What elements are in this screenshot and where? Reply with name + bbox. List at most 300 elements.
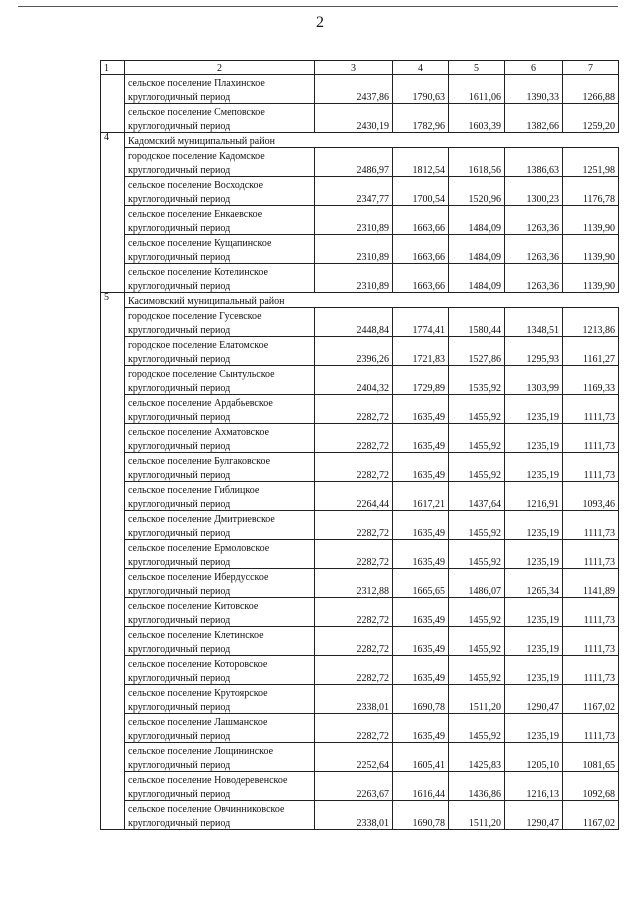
- period-label: круглогодичный период: [125, 89, 315, 104]
- header-cell: 1: [101, 61, 125, 75]
- empty-cell: [505, 366, 563, 381]
- empty-cell: [563, 511, 619, 526]
- tariff-value: 1141,89: [563, 583, 619, 598]
- header-cell: 3: [315, 61, 393, 75]
- settlement-name-row: [101, 424, 619, 439]
- period-label: круглогодичный период: [125, 438, 315, 453]
- empty-cell: [563, 177, 619, 192]
- empty-cell: [505, 656, 563, 671]
- period-row: [101, 525, 619, 540]
- period-label: круглогодичный период: [125, 322, 315, 337]
- period-label: круглогодичный период: [125, 220, 315, 235]
- empty-cell: [563, 598, 619, 613]
- empty-cell: [315, 308, 393, 323]
- tariff-value: 2310,89: [315, 220, 393, 235]
- tariff-value: 1139,90: [563, 249, 619, 264]
- empty-cell: [393, 235, 449, 250]
- tariff-value: 1616,44: [393, 786, 449, 801]
- empty-cell: [393, 104, 449, 119]
- tariff-value: 1167,02: [563, 699, 619, 714]
- empty-cell: [505, 453, 563, 468]
- tariff-value: 1111,73: [563, 728, 619, 743]
- empty-cell: [449, 569, 505, 584]
- period-row: [101, 612, 619, 627]
- tariff-value: 1665,65: [393, 583, 449, 598]
- tariff-value: 1455,92: [449, 612, 505, 627]
- tariff-value: 1511,20: [449, 815, 505, 830]
- settlement-name-row: [101, 395, 619, 410]
- period-label: круглогодичный период: [125, 786, 315, 801]
- tariff-value: 1635,49: [393, 670, 449, 685]
- tariff-value: 2338,01: [315, 699, 393, 714]
- settlement-name: сельское поселение Плахинское: [125, 75, 315, 90]
- tariff-value: 1527,86: [449, 351, 505, 366]
- tariff-value: 1139,90: [563, 278, 619, 293]
- tariff-value: 1635,49: [393, 409, 449, 424]
- empty-cell: [449, 656, 505, 671]
- tariff-value: 1486,07: [449, 583, 505, 598]
- header-cell: 5: [449, 61, 505, 75]
- empty-cell: [315, 772, 393, 787]
- tariff-value: 1455,92: [449, 641, 505, 656]
- empty-cell: [563, 801, 619, 816]
- tariff-value: 1790,63: [393, 89, 449, 104]
- tariff-value: 1511,20: [449, 699, 505, 714]
- tariff-value: 1235,19: [505, 554, 563, 569]
- settlement-name: сельское поселение Клетинское: [125, 627, 315, 642]
- tariff-value: 1251,98: [563, 162, 619, 177]
- tariff-value: 1213,86: [563, 322, 619, 337]
- empty-cell: [315, 801, 393, 816]
- period-row: [101, 496, 619, 511]
- period-label: круглогодичный период: [125, 815, 315, 830]
- period-label: круглогодичный период: [125, 249, 315, 264]
- settlement-name-row: [101, 743, 619, 758]
- tariff-value: 1081,65: [563, 757, 619, 772]
- tariff-value: 2282,72: [315, 438, 393, 453]
- settlement-name: сельское поселение Енкаевское: [125, 206, 315, 221]
- empty-cell: [393, 177, 449, 192]
- settlement-name: сельское поселение Ермоловское: [125, 540, 315, 555]
- empty-cell: [563, 235, 619, 250]
- empty-cell: [393, 308, 449, 323]
- tariff-value: 2263,67: [315, 786, 393, 801]
- period-row: [101, 118, 619, 133]
- period-row: [101, 278, 619, 293]
- empty-cell: [449, 685, 505, 700]
- empty-cell: [449, 366, 505, 381]
- period-label: круглогодичный период: [125, 670, 315, 685]
- tariff-value: 2282,72: [315, 525, 393, 540]
- tariff-value: 1455,92: [449, 728, 505, 743]
- empty-cell: [505, 714, 563, 729]
- period-row: [101, 670, 619, 685]
- tariff-value: 1700,54: [393, 191, 449, 206]
- empty-cell: [449, 264, 505, 279]
- tariff-value: 1161,27: [563, 351, 619, 366]
- tariff-value: 1611,06: [449, 89, 505, 104]
- tariff-value: 1690,78: [393, 699, 449, 714]
- tariff-value: 1663,66: [393, 220, 449, 235]
- tariff-value: 1111,73: [563, 641, 619, 656]
- empty-cell: [393, 482, 449, 497]
- tariff-value: 1425,83: [449, 757, 505, 772]
- tariff-value: 1603,39: [449, 118, 505, 133]
- empty-cell: [505, 148, 563, 163]
- tariff-value: 2282,72: [315, 554, 393, 569]
- tariff-value: 1111,73: [563, 525, 619, 540]
- empty-cell: [393, 772, 449, 787]
- tariff-value: 1484,09: [449, 220, 505, 235]
- empty-cell: [315, 104, 393, 119]
- tariff-value: 1259,20: [563, 118, 619, 133]
- tariff-value: 1437,64: [449, 496, 505, 511]
- settlement-name-row: [101, 685, 619, 700]
- empty-cell: [315, 453, 393, 468]
- header-cell: 6: [505, 61, 563, 75]
- period-row: [101, 786, 619, 801]
- settlement-name-row: [101, 598, 619, 613]
- tariff-value: 2404,32: [315, 380, 393, 395]
- tariff-value: 1535,92: [449, 380, 505, 395]
- settlement-name: сельское поселение Ибердусское: [125, 569, 315, 584]
- tariff-value: 1235,19: [505, 525, 563, 540]
- empty-cell: [315, 482, 393, 497]
- tariff-value: 1111,73: [563, 670, 619, 685]
- empty-cell: [449, 511, 505, 526]
- top-rule: [18, 6, 618, 7]
- empty-cell: [449, 482, 505, 497]
- empty-cell: [315, 540, 393, 555]
- tariff-value: 1663,66: [393, 278, 449, 293]
- empty-cell: [449, 598, 505, 613]
- empty-cell: [393, 685, 449, 700]
- empty-cell: [393, 395, 449, 410]
- settlement-name-row: [101, 772, 619, 787]
- tariff-value: 1235,19: [505, 612, 563, 627]
- header-cell: 4: [393, 61, 449, 75]
- empty-cell: [563, 627, 619, 642]
- period-row: [101, 249, 619, 264]
- period-label: круглогодичный период: [125, 467, 315, 482]
- tariff-value: 1176,78: [563, 191, 619, 206]
- settlement-name-row: [101, 453, 619, 468]
- tariff-value: 1390,33: [505, 89, 563, 104]
- empty-cell: [563, 337, 619, 352]
- empty-cell: [563, 656, 619, 671]
- period-row: [101, 322, 619, 337]
- header-cell: 2: [125, 61, 315, 75]
- empty-cell: [449, 148, 505, 163]
- tariff-value: 2310,89: [315, 278, 393, 293]
- empty-cell: [505, 337, 563, 352]
- empty-cell: [563, 264, 619, 279]
- tariff-value: 1265,34: [505, 583, 563, 598]
- period-row: [101, 191, 619, 206]
- settlement-name: сельское поселение Ардабьевское: [125, 395, 315, 410]
- period-label: круглогодичный период: [125, 728, 315, 743]
- period-label: круглогодичный период: [125, 641, 315, 656]
- empty-cell: [315, 75, 393, 90]
- empty-cell: [449, 235, 505, 250]
- empty-cell: [315, 511, 393, 526]
- tariff-value: 2437,86: [315, 89, 393, 104]
- tariff-value: 2282,72: [315, 467, 393, 482]
- tariff-value: 1455,92: [449, 467, 505, 482]
- empty-cell: [505, 743, 563, 758]
- empty-cell: [393, 801, 449, 816]
- empty-cell: [505, 685, 563, 700]
- tariff-value: 2347,77: [315, 191, 393, 206]
- header-row: [101, 61, 619, 75]
- settlement-name-row: [101, 235, 619, 250]
- settlement-name-row: [101, 656, 619, 671]
- period-label: круглогодичный период: [125, 380, 315, 395]
- period-label: круглогодичный период: [125, 278, 315, 293]
- empty-cell: [315, 743, 393, 758]
- tariff-value: 1635,49: [393, 438, 449, 453]
- tariff-value: 1635,49: [393, 728, 449, 743]
- empty-cell: [393, 148, 449, 163]
- empty-cell: [449, 177, 505, 192]
- empty-cell: [449, 308, 505, 323]
- settlement-name-row: [101, 569, 619, 584]
- tariff-value: 1812,54: [393, 162, 449, 177]
- period-row: [101, 438, 619, 453]
- period-label: круглогодичный период: [125, 583, 315, 598]
- section-number: [101, 75, 125, 133]
- empty-cell: [449, 627, 505, 642]
- tariff-value: 1235,19: [505, 670, 563, 685]
- tariff-value: 1169,33: [563, 380, 619, 395]
- empty-cell: [563, 569, 619, 584]
- empty-cell: [449, 540, 505, 555]
- section-title: Касимовский муниципальный район: [125, 293, 619, 308]
- settlement-name-row: [101, 366, 619, 381]
- tariff-value: 1216,13: [505, 786, 563, 801]
- period-row: [101, 641, 619, 656]
- empty-cell: [563, 308, 619, 323]
- settlement-name-row: [101, 482, 619, 497]
- empty-cell: [315, 424, 393, 439]
- tariff-value: 1235,19: [505, 728, 563, 743]
- empty-cell: [505, 206, 563, 221]
- empty-cell: [563, 395, 619, 410]
- tariff-value: 1436,86: [449, 786, 505, 801]
- empty-cell: [393, 424, 449, 439]
- period-row: [101, 351, 619, 366]
- period-label: круглогодичный период: [125, 612, 315, 627]
- empty-cell: [393, 540, 449, 555]
- tariff-value: 1348,51: [505, 322, 563, 337]
- empty-cell: [505, 75, 563, 90]
- period-row: [101, 699, 619, 714]
- empty-cell: [563, 366, 619, 381]
- period-row: [101, 220, 619, 235]
- empty-cell: [393, 627, 449, 642]
- tariff-value: 2312,88: [315, 583, 393, 598]
- period-label: круглогодичный период: [125, 699, 315, 714]
- tariff-value: 1520,96: [449, 191, 505, 206]
- empty-cell: [563, 206, 619, 221]
- period-label: круглогодичный период: [125, 409, 315, 424]
- settlement-name-row: [101, 206, 619, 221]
- empty-cell: [449, 424, 505, 439]
- tariff-value: 1205,10: [505, 757, 563, 772]
- settlement-name: сельское поселение Гиблицкое: [125, 482, 315, 497]
- period-label: круглогодичный период: [125, 351, 315, 366]
- tariff-value: 1235,19: [505, 641, 563, 656]
- tariff-table-body: [101, 61, 619, 830]
- period-row: [101, 757, 619, 772]
- settlement-name: сельское поселение Овчинниковское: [125, 801, 315, 816]
- settlement-name: сельское поселение Китовское: [125, 598, 315, 613]
- period-label: круглогодичный период: [125, 191, 315, 206]
- empty-cell: [315, 366, 393, 381]
- settlement-name-row: [101, 177, 619, 192]
- empty-cell: [393, 264, 449, 279]
- section-number: 5: [101, 293, 125, 830]
- empty-cell: [393, 569, 449, 584]
- tariff-value: 1290,47: [505, 815, 563, 830]
- empty-cell: [315, 627, 393, 642]
- settlement-name: сельское поселение Новодеревенское: [125, 772, 315, 787]
- period-row: [101, 380, 619, 395]
- tariff-value: 1111,73: [563, 409, 619, 424]
- tariff-value: 2486,97: [315, 162, 393, 177]
- tariff-value: 1111,73: [563, 467, 619, 482]
- settlement-name: сельское поселение Крутоярское: [125, 685, 315, 700]
- settlement-name: сельское поселение Лощининское: [125, 743, 315, 758]
- period-label: круглогодичный период: [125, 554, 315, 569]
- settlement-name: городское поселение Елатомское: [125, 337, 315, 352]
- empty-cell: [393, 453, 449, 468]
- empty-cell: [505, 235, 563, 250]
- tariff-value: 1235,19: [505, 409, 563, 424]
- empty-cell: [505, 569, 563, 584]
- tariff-value: 1455,92: [449, 554, 505, 569]
- empty-cell: [505, 598, 563, 613]
- section-number: 4: [101, 133, 125, 293]
- tariff-value: 1111,73: [563, 612, 619, 627]
- period-label: круглогодичный период: [125, 757, 315, 772]
- settlement-name: сельское поселение Которовское: [125, 656, 315, 671]
- tariff-value: 2282,72: [315, 641, 393, 656]
- tariff-value: 1721,83: [393, 351, 449, 366]
- empty-cell: [393, 366, 449, 381]
- empty-cell: [563, 685, 619, 700]
- empty-cell: [315, 598, 393, 613]
- settlement-name-row: [101, 714, 619, 729]
- settlement-name: сельское поселение Лашманское: [125, 714, 315, 729]
- period-label: круглогодичный период: [125, 525, 315, 540]
- section-title-row: [101, 293, 619, 308]
- empty-cell: [563, 540, 619, 555]
- tariff-value: 1139,90: [563, 220, 619, 235]
- empty-cell: [563, 104, 619, 119]
- tariff-value: 1382,66: [505, 118, 563, 133]
- empty-cell: [449, 206, 505, 221]
- tariff-value: 1484,09: [449, 249, 505, 264]
- empty-cell: [449, 75, 505, 90]
- tariff-value: 2252,64: [315, 757, 393, 772]
- empty-cell: [449, 743, 505, 758]
- tariff-value: 1663,66: [393, 249, 449, 264]
- empty-cell: [563, 743, 619, 758]
- tariff-value: 1300,23: [505, 191, 563, 206]
- tariff-table: [100, 60, 619, 830]
- period-label: круглогодичный период: [125, 162, 315, 177]
- settlement-name: сельское поселение Ахматовское: [125, 424, 315, 439]
- section-title: Кадомский муниципальный район: [125, 133, 619, 148]
- empty-cell: [315, 685, 393, 700]
- empty-cell: [315, 177, 393, 192]
- settlement-name: городское поселение Сынтульское: [125, 366, 315, 381]
- tariff-value: 1455,92: [449, 525, 505, 540]
- tariff-value: 1111,73: [563, 438, 619, 453]
- empty-cell: [393, 206, 449, 221]
- empty-cell: [393, 656, 449, 671]
- settlement-name: сельское поселение Котелинское: [125, 264, 315, 279]
- tariff-value: 1635,49: [393, 612, 449, 627]
- empty-cell: [393, 714, 449, 729]
- empty-cell: [505, 511, 563, 526]
- empty-cell: [563, 453, 619, 468]
- empty-cell: [505, 264, 563, 279]
- empty-cell: [505, 540, 563, 555]
- tariff-value: 2282,72: [315, 728, 393, 743]
- period-row: [101, 554, 619, 569]
- tariff-value: 1266,88: [563, 89, 619, 104]
- tariff-value: 2264,44: [315, 496, 393, 511]
- period-row: [101, 162, 619, 177]
- tariff-value: 1455,92: [449, 438, 505, 453]
- empty-cell: [449, 801, 505, 816]
- tariff-value: 2282,72: [315, 612, 393, 627]
- tariff-value: 1263,36: [505, 278, 563, 293]
- tariff-value: 1295,93: [505, 351, 563, 366]
- empty-cell: [505, 395, 563, 410]
- tariff-value: 1635,49: [393, 467, 449, 482]
- empty-cell: [393, 337, 449, 352]
- tariff-value: 1635,49: [393, 525, 449, 540]
- empty-cell: [449, 772, 505, 787]
- empty-cell: [315, 656, 393, 671]
- tariff-value: 1216,91: [505, 496, 563, 511]
- tariff-value: 1093,46: [563, 496, 619, 511]
- period-label: круглогодичный период: [125, 118, 315, 133]
- empty-cell: [505, 482, 563, 497]
- period-row: [101, 467, 619, 482]
- tariff-value: 2430,19: [315, 118, 393, 133]
- tariff-value: 1618,56: [449, 162, 505, 177]
- tariff-value: 1386,63: [505, 162, 563, 177]
- section-title-row: [101, 133, 619, 148]
- tariff-value: 1235,19: [505, 438, 563, 453]
- empty-cell: [563, 148, 619, 163]
- empty-cell: [449, 395, 505, 410]
- settlement-name: сельское поселение Булгаковское: [125, 453, 315, 468]
- tariff-value: 1455,92: [449, 409, 505, 424]
- header-cell: 7: [563, 61, 619, 75]
- period-row: [101, 89, 619, 104]
- tariff-value: 1580,44: [449, 322, 505, 337]
- period-row: [101, 728, 619, 743]
- settlement-name-row: [101, 540, 619, 555]
- settlement-name-row: [101, 511, 619, 526]
- empty-cell: [505, 627, 563, 642]
- empty-cell: [315, 337, 393, 352]
